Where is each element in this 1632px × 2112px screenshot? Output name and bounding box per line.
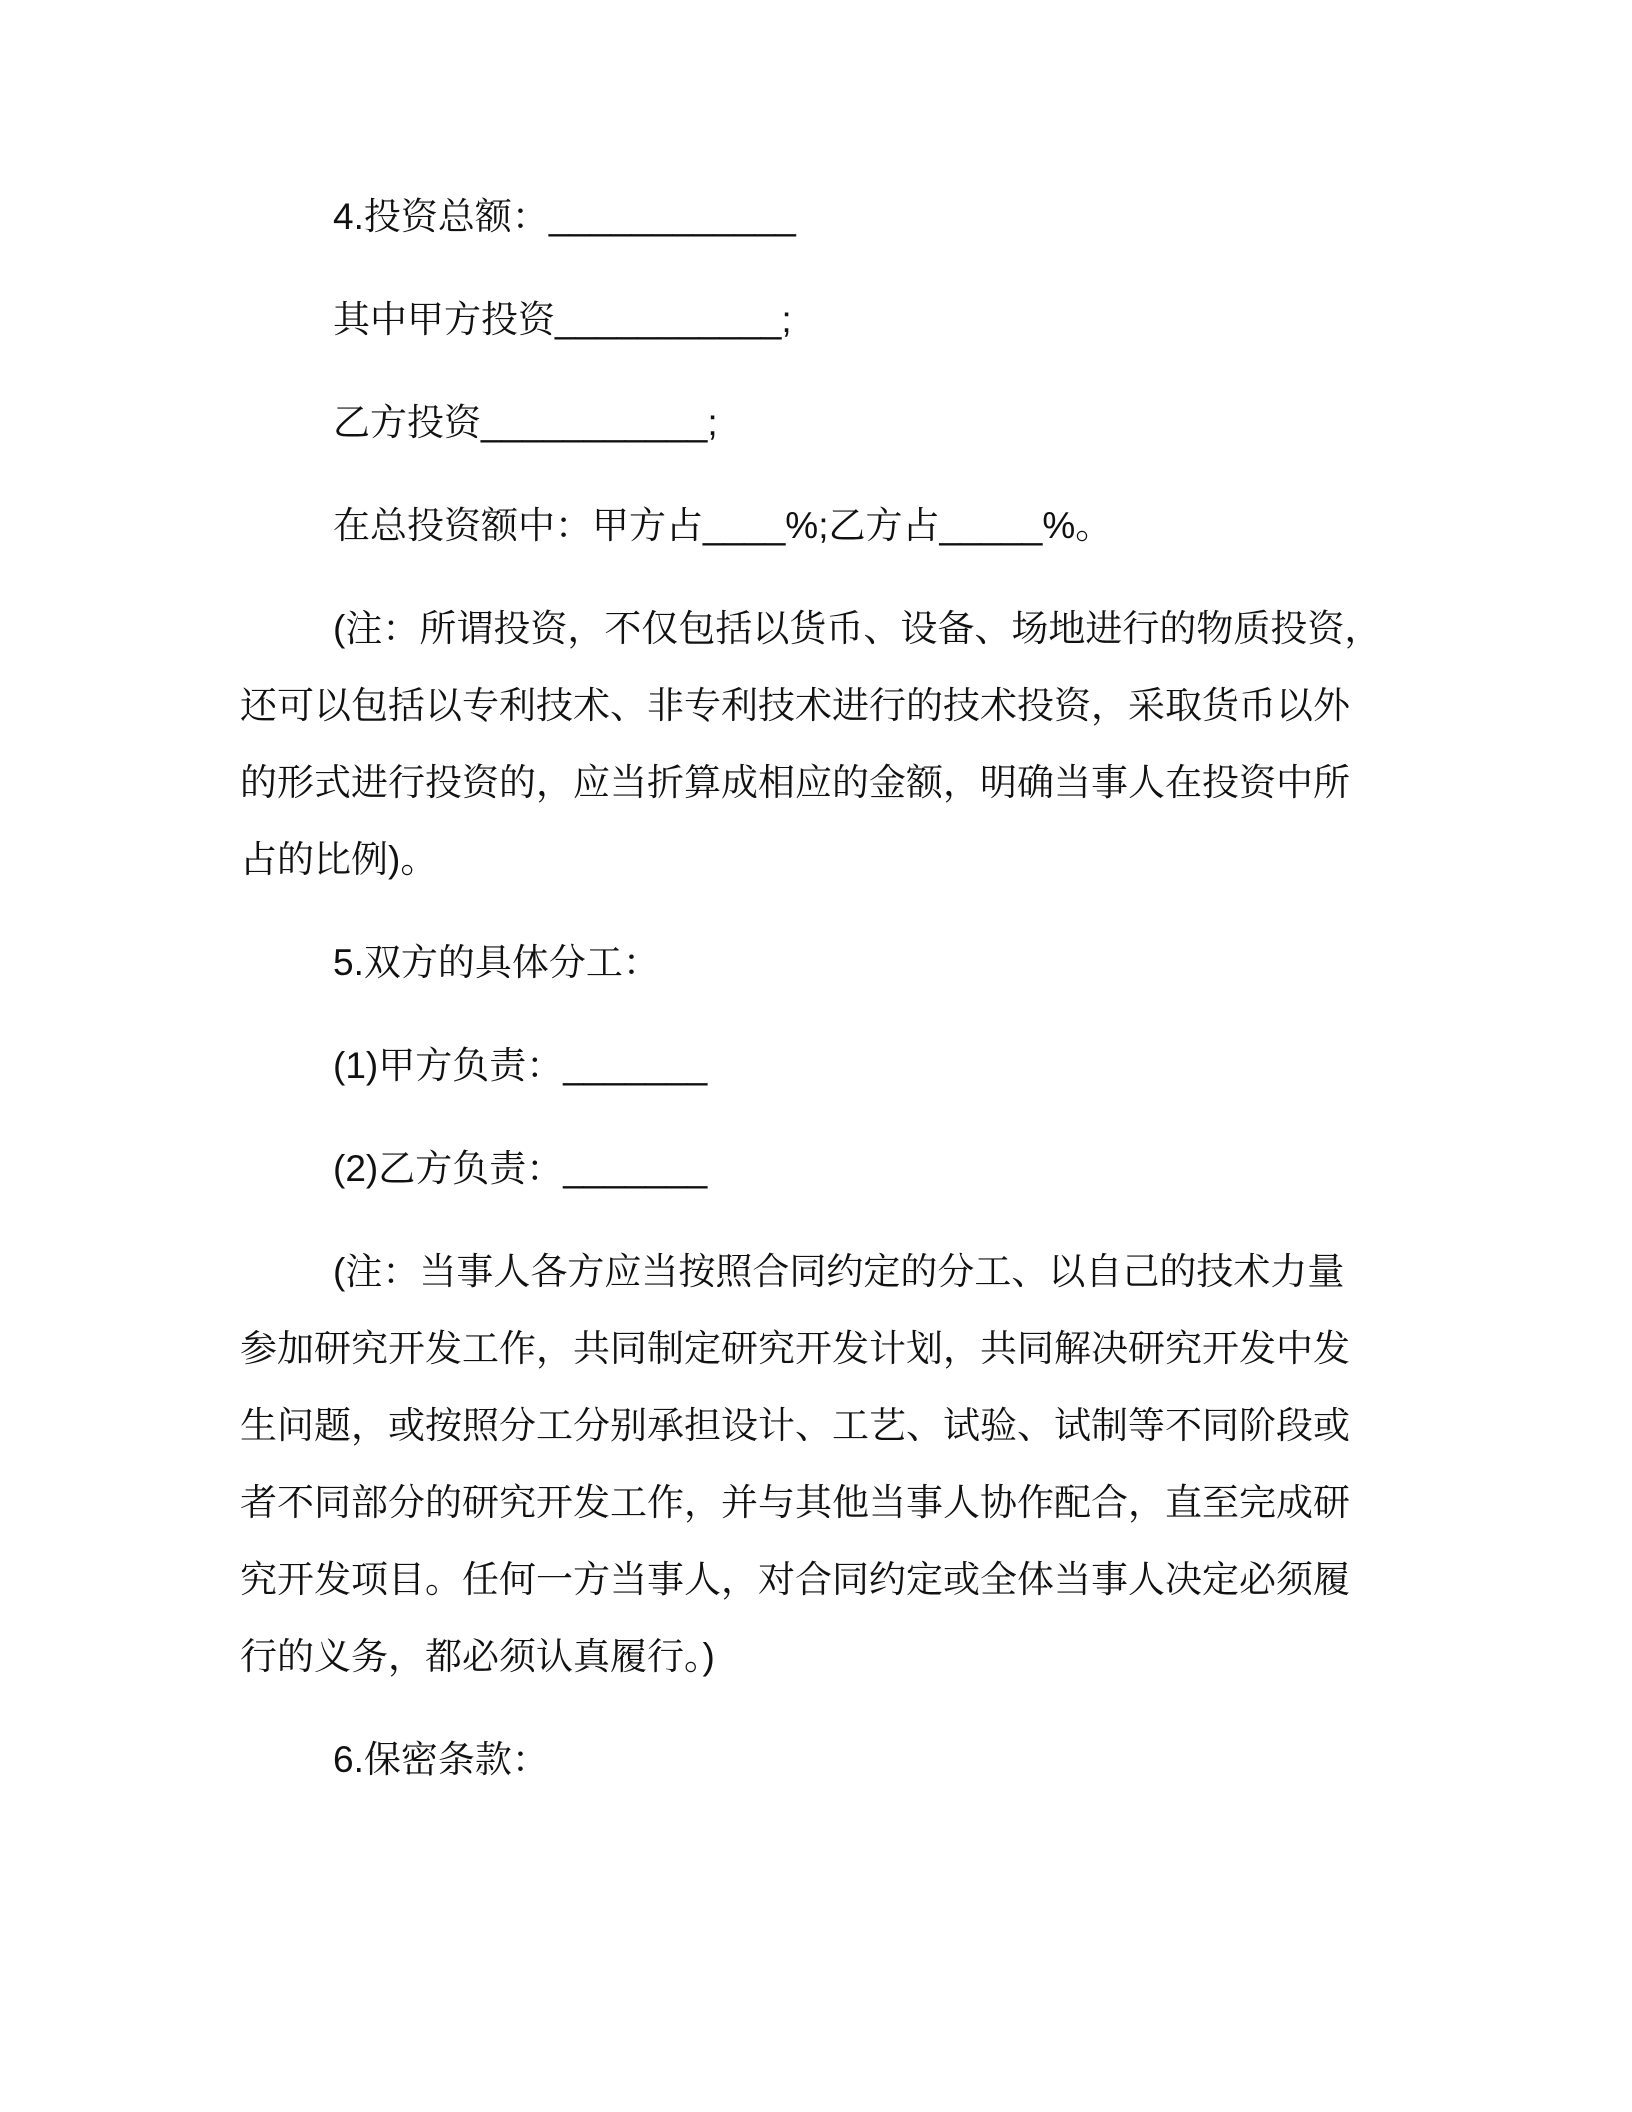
division-note-paragraph — [240, 1233, 1440, 1695]
party-a-duty-line: (1)甲方负责：_______ — [333, 1045, 708, 1086]
investment-ratio-paragraph — [240, 487, 1440, 564]
division-note-line: 者不同部分的研究开发工作，并与其他当事人协作配合，直至完成研 — [240, 1482, 1350, 1523]
party-a-investment-line: 其中甲方投资___________; — [333, 299, 792, 340]
party-b-investment-paragraph — [240, 384, 1440, 461]
document-body — [240, 178, 1440, 1824]
party-b-investment-line: 乙方投资___________; — [333, 402, 718, 443]
party-a-investment-paragraph — [240, 281, 1440, 358]
confidentiality-heading: 6.保密条款： — [333, 1739, 549, 1780]
investment-note-line: 还可以包括以专利技术、非专利技术进行的技术投资，采取货币以外 — [240, 685, 1350, 726]
investment-ratio-line: 在总投资额中：甲方占____%;乙方占_____%。 — [333, 505, 1113, 546]
party-b-duty-paragraph — [240, 1130, 1440, 1207]
investment-note-line: (注：所谓投资，不仅包括以货币、设备、场地进行的物质投资， — [333, 608, 1382, 649]
division-note-line: 究开发项目。任何一方当事人，对合同约定或全体当事人决定必须履 — [240, 1559, 1350, 1600]
total-investment-line: 4.投资总额：____________ — [333, 196, 796, 237]
investment-note-line: 的形式进行投资的，应当折算成相应的金额，明确当事人在投资中所 — [240, 762, 1350, 803]
division-note-line: 行的义务，都必须认真履行。) — [240, 1636, 715, 1677]
division-heading-paragraph — [240, 924, 1440, 1001]
division-heading: 5.双方的具体分工： — [333, 942, 660, 983]
party-a-duty-paragraph — [240, 1027, 1440, 1104]
division-note-line: 参加研究开发工作，共同制定研究开发计划，共同解决研究开发中发 — [240, 1328, 1350, 1369]
confidentiality-heading-paragraph — [240, 1721, 1440, 1798]
investment-note-paragraph — [240, 590, 1440, 898]
total-investment-paragraph — [240, 178, 1440, 255]
investment-note-line: 占的比例)。 — [240, 839, 438, 880]
party-b-duty-line: (2)乙方负责：_______ — [333, 1148, 708, 1189]
division-note-line: (注：当事人各方应当按照合同约定的分工、以自己的技术力量 — [333, 1251, 1345, 1292]
division-note-line: 生问题，或按照分工分别承担设计、工艺、试验、试制等不同阶段或 — [240, 1405, 1350, 1446]
